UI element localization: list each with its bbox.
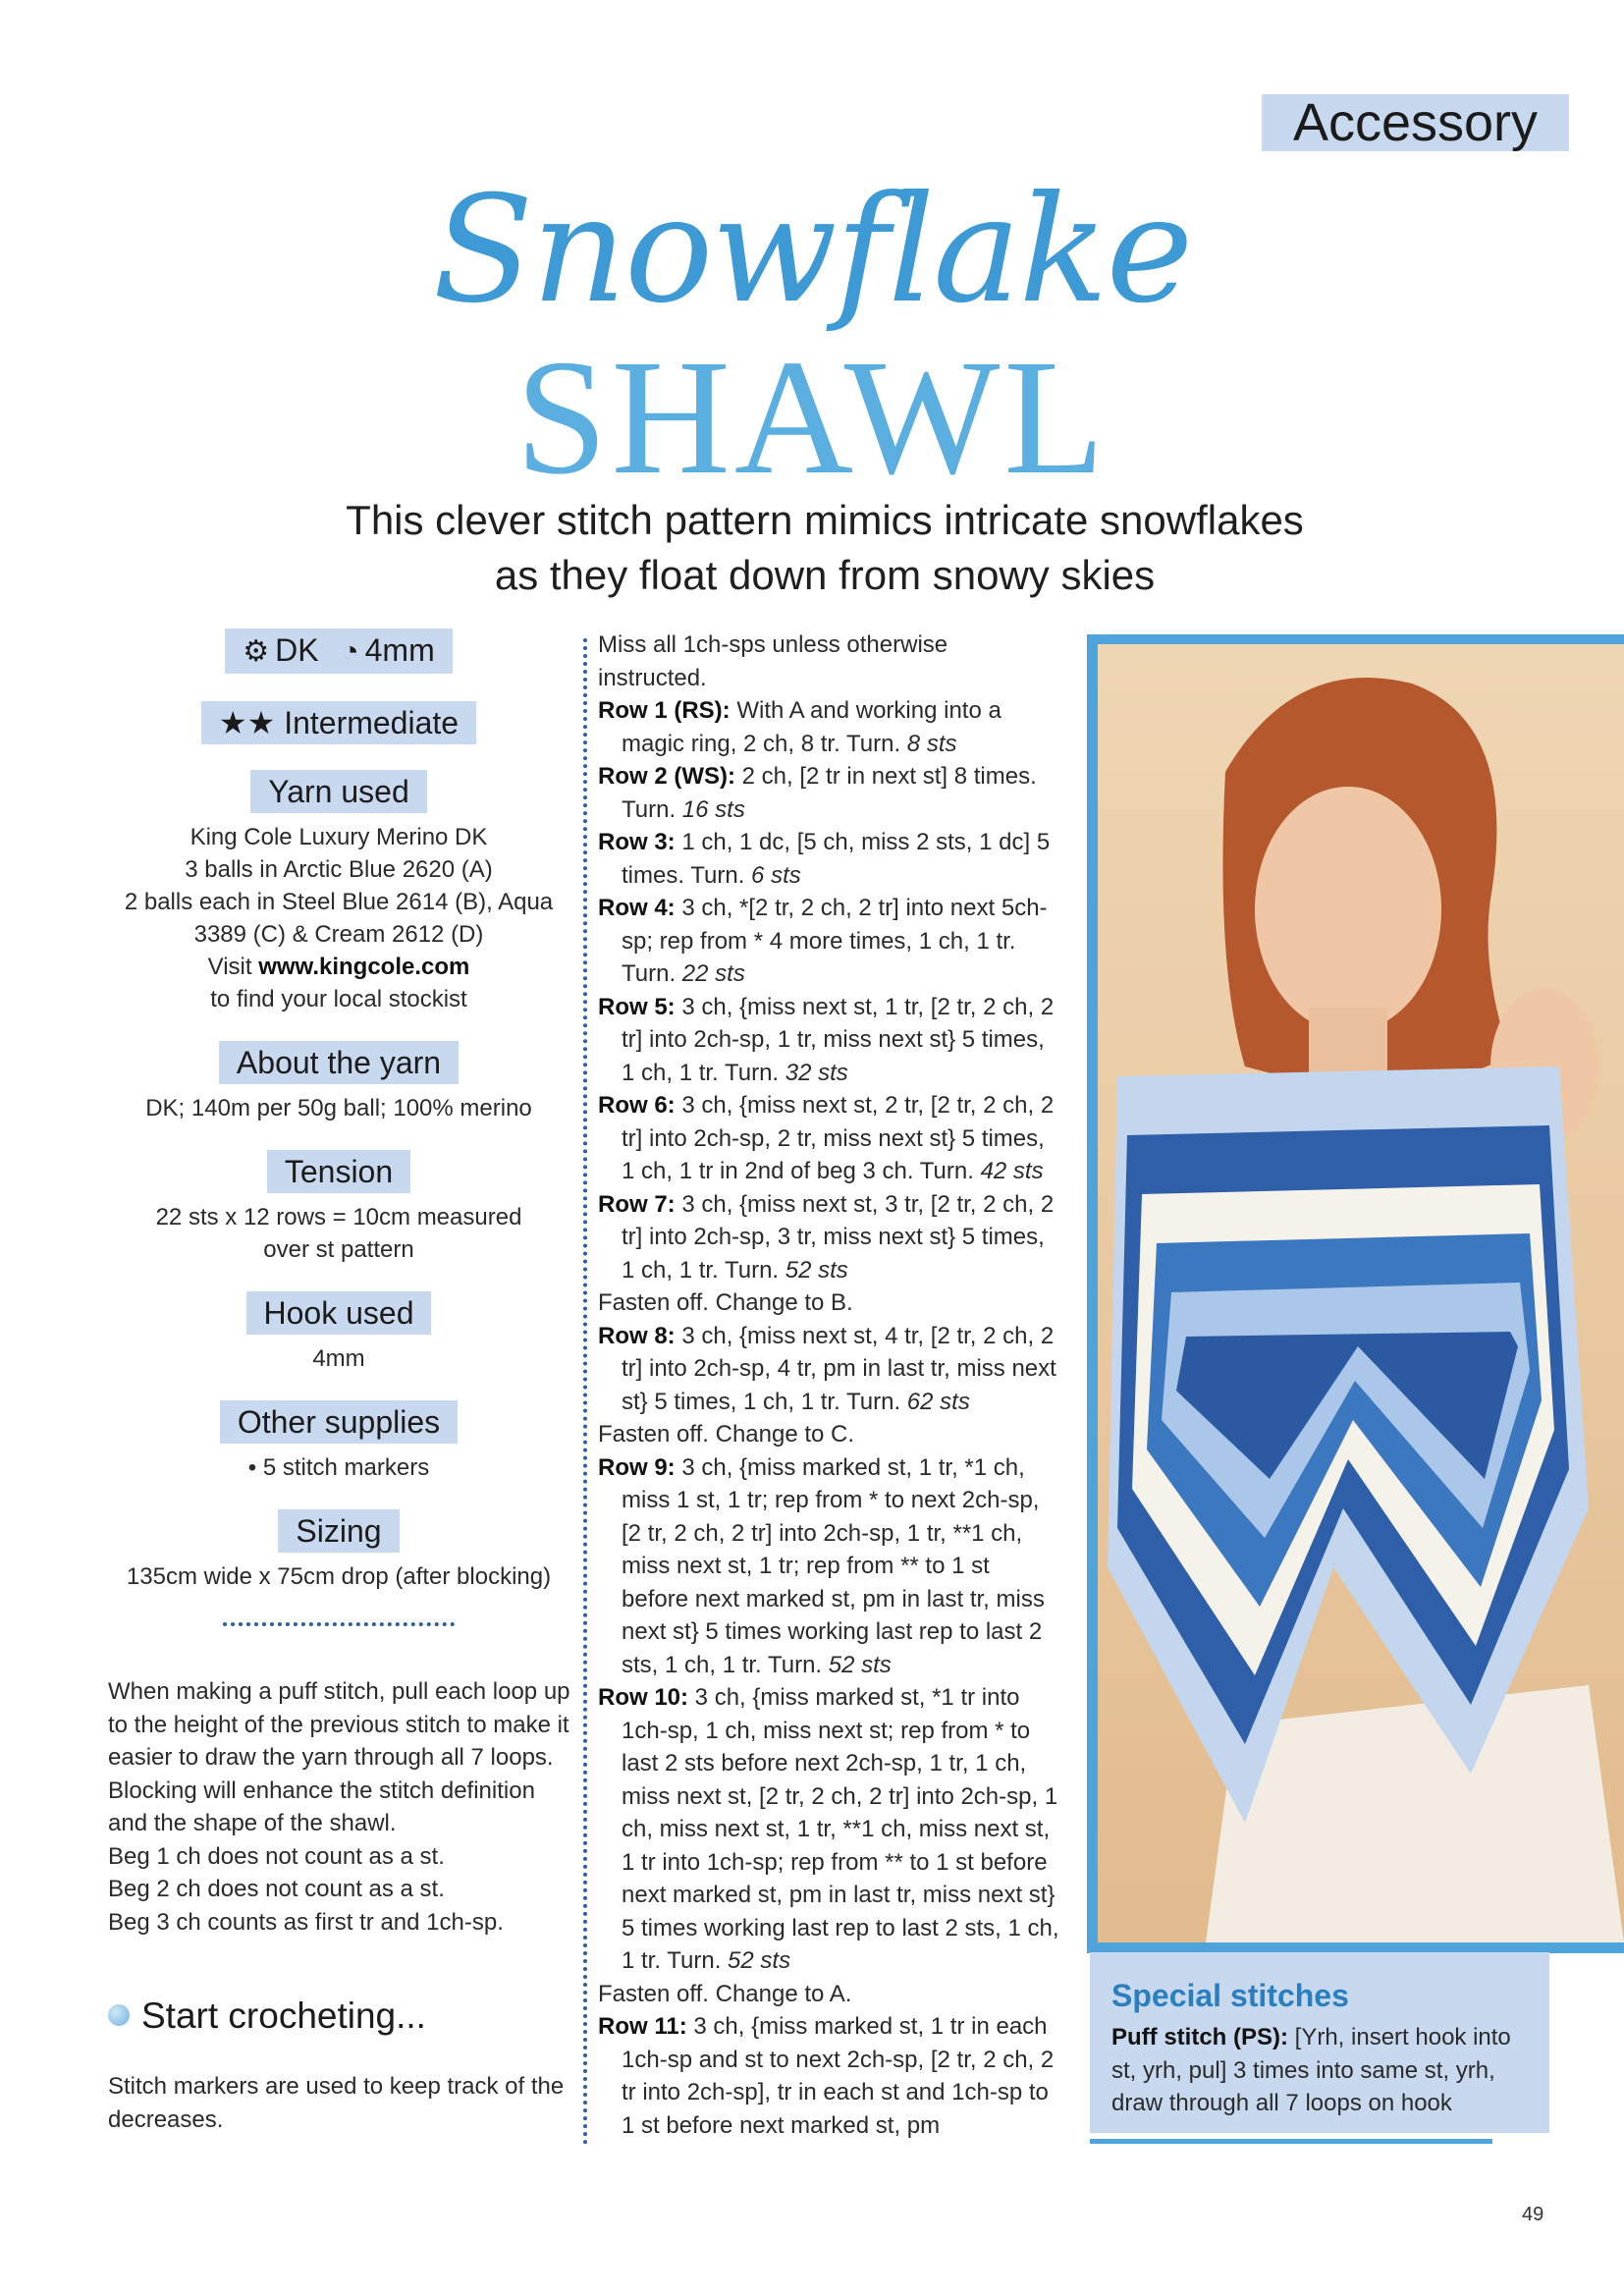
hook-icon: ◔ [341,635,359,668]
pattern-row: Row 4: 3 ch, *[2 tr, 2 ch, 2 tr] into next 5ch-sp; rep from * 4 more times, 1 ch, 1 tr. Turn. 22 sts [598,895,1048,987]
start-heading-text: Start crocheting... [141,1995,426,2036]
other-supplies-text: • 5 stitch markers [247,1454,430,1481]
pattern-row: Row 9: 3 ch, {miss marked st, 1 tr, *1 ch, miss 1 st, 1 tr; rep from * to next 2ch-sp, [2 tr, 2 ch, 2 tr] into 2ch-sp, 1 tr, **1 ch, miss next st, 1 tr; rep from ** to 1 st before next marked st, pm in last tr, miss next st} 5 times working last rep to last 2 sts, 1 ch, 1 tr. Turn. 52 sts [598,1453,1045,1678]
fasten-off: Fasten off. Change to C. [598,1421,855,1448]
pattern-row: Row 1 (RS): With A and working into a magic ring, 2 ch, 8 tr. Turn. 8 sts [598,697,1001,757]
yarn-line: 2 balls each in Steel Blue 2614 (B), Aqua [124,889,554,915]
website-link[interactable]: www.kingcole.com [258,954,470,980]
other-supplies-heading: Other supplies [220,1400,458,1444]
standfirst-line-1: This clever stitch pattern mimics intricate snowflakes [346,497,1304,543]
pattern-row: Row 3: 1 ch, 1 dc, [5 ch, miss 2 sts, 1 dc] 5 times. Turn. 6 sts [598,829,1051,889]
level-chip-row [108,701,569,744]
other-supplies-section [108,1400,569,1484]
hook-used-section [108,1291,569,1375]
shawl-photo-illustration [1098,644,1624,1942]
special-stitches-text [1111,2021,1530,2120]
pattern-row: Row 6: 3 ch, {miss next st, 2 tr, [2 tr, 2 ch, 2 tr] into 2ch-sp, 2 tr, miss next st} 5 times, 1 ch, 1 tr in 2nd of beg 3 ch. Turn. 42 sts [598,1092,1055,1184]
about-yarn-section [108,1041,569,1124]
puff-stitch-text: [Yrh, insert hook into st, yrh, pul] 3 times into same st, yrh, draw through all 7 loops on hook [1111,2024,1511,2116]
tension-line: over st pattern [263,1236,414,1263]
special-stitches-box [1090,1952,1549,2133]
yarn-line: 3389 (C) & Cream 2612 (D) [193,921,484,948]
yarn-details [108,821,569,1015]
yarn-weight: DK [275,632,319,668]
note: Blocking will enhance the stitch definition and the shape of the shawl. [108,1777,535,1836]
dotted-divider [223,1622,455,1626]
sizing-heading: Sizing [278,1509,399,1553]
visit-prefix: Visit [207,954,259,980]
pattern-row: Row 8: 3 ch, {miss next st, 4 tr, [2 tr, 2 ch, 2 tr] into 2ch-sp, 4 tr, pm in last tr, miss next st} 5 times, 1 ch, 1 tr. Turn. 62 sts [598,1322,1056,1415]
start-note: Stitch markers are used to keep track of the decreases. [108,2073,565,2133]
pattern-instructions [598,629,1059,2142]
pattern-intro: Miss all 1ch-sps unless otherwise instructed. [598,631,948,691]
about-yarn-heading: About the yarn [219,1041,459,1084]
note: Beg 2 ch does not count as a st. [108,1876,445,1902]
hook-used-text: 4mm [312,1345,365,1372]
hook-used-heading: Hook used [246,1291,432,1335]
tension-section [108,1150,569,1266]
column-divider [583,638,587,2146]
note: When making a puff stitch, pull each loop up to the height of the previous stitch to make it easier to draw the yarn through all 7 loops. [108,1678,570,1771]
yarn-used-heading: Yarn used [250,770,427,813]
pattern-row: Row 5: 3 ch, {miss next st, 1 tr, [2 tr, 2 ch, 2 tr] into 2ch-sp, 1 tr, miss next st} 5 times, 1 ch, 1 tr. Turn. 32 sts [598,993,1055,1086]
special-stitches-heading: Special stitches [1111,1978,1349,2013]
tension-line: 22 sts x 12 rows = 10cm measured [155,1204,522,1230]
accent-line [1090,2139,1492,2144]
category-tag: Accessory [1262,94,1569,151]
sizing-section [108,1509,569,1593]
level-chip [201,701,476,744]
puff-stitch-label: Puff stitch (PS): [1111,2024,1288,2050]
tension-heading: Tension [267,1150,410,1193]
yarn-line: 3 balls in Arctic Blue 2620 (A) [185,856,493,883]
title-script: Snowflake [432,165,1192,336]
page-number: 49 [1522,2204,1544,2225]
fasten-off: Fasten off. Change to A. [598,1980,852,2007]
yarn-line: King Cole Luxury Merino DK [189,824,488,850]
info-column [108,629,569,1626]
tension-text [108,1201,569,1266]
standfirst [245,493,1404,603]
weight-hook-chip [225,629,452,674]
note: Beg 3 ch counts as first tr and 1ch-sp. [108,1908,504,1936]
yarn-used-section [108,770,569,1015]
about-yarn-text: DK; 140m per 50g ball; 100% merino [145,1095,532,1121]
yarn-ball-icon: ⚙ [243,635,270,668]
pattern-row: Row 10: 3 ch, {miss marked st, *1 tr into 1ch-sp, 1 ch, miss next st; rep from * to last 2 sts before next 2ch-sp, 1 tr, 1 ch, miss next st, [2 tr, 2 ch, 2 tr] into 2ch-sp, 1 ch, miss next st, 1 tr, **1 ch, miss next st, 1 tr into 1ch-sp; rep from ** to 1 st before next marked st, pm in last tr, miss next st} 5 times working last rep to last 2 sts, 1 ch, 1 tr. Turn. 52 sts [598,1684,1059,1974]
pattern-row: Row 2 (WS): 2 ch, [2 tr in next st] 8 times. Turn. 16 sts [598,763,1037,823]
pattern-row: Row 11: 3 ch, {miss marked st, 1 tr in each 1ch-sp and st to next 2ch-sp, [2 tr, 2 ch, 2 tr into 2ch-sp], tr in each st and 1ch-sp to 1 st before next marked st, pm [598,2013,1055,2139]
model-photo [1098,644,1624,1942]
fasten-off: Fasten off. Change to B. [598,1289,853,1316]
standfirst-line-2: as they float down from snowy skies [494,552,1156,598]
notes [108,1675,579,1939]
title-caps: SHAWL [515,326,1109,509]
yarn-ball-icon [108,2004,130,2026]
weight-hook-chip-row [108,629,569,674]
pattern-row: Row 7: 3 ch, {miss next st, 3 tr, [2 tr, 2 ch, 2 tr] into 2ch-sp, 3 tr, miss next st} 5 times, 1 ch, 1 tr. Turn. 52 sts [598,1190,1055,1284]
hook-size: 4mm [364,632,435,668]
level-stars: ★★ [218,705,276,740]
note: Beg 1 ch does not count as a st. [108,1842,445,1870]
sizing-text: 135cm wide x 75cm drop (after blocking) [126,1563,552,1590]
start-crocheting-heading [108,1992,426,2041]
visit-suffix: to find your local stockist [210,986,467,1012]
level-label: Intermediate [284,705,460,740]
